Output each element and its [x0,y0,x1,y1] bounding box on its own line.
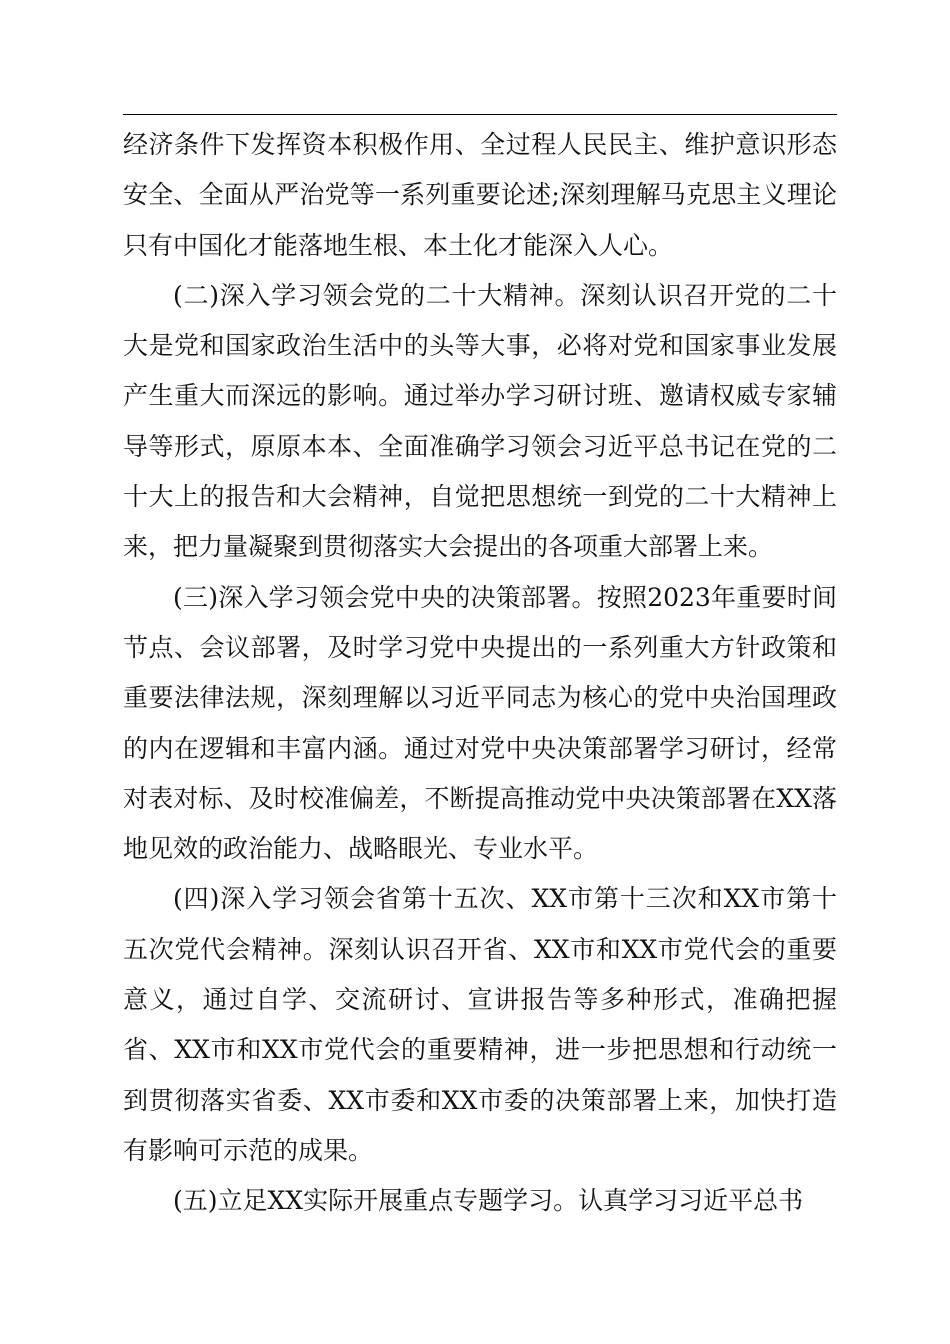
paragraph-section-4: (四)深入学习领会省第十五次、XX市第十三次和XX市第十五次党代会精神。深刻认识召开省、XX市和XX市党代会的重要意义，通过自学、交流研讨、宣讲报告等多种形式，准确把握省、XX市和XX市党代会的重要精神，进一步把思想和行动统一到贯彻落实省委、XX市委和XX市委的决策部署上来，加快打造有影响可示范的成果。 [123,884,837,1165]
header-rule [123,114,837,115]
paragraph-section-2: (二)深入学习领会党的二十大精神。深刻认识召开党的二十大是党和国家政治生活中的头等大事，必将对党和国家事业发展产生重大而深远的影响。通过举办学习研讨班、邀请权威专家辅导等形式，原原本本、全面准确学习领会习近平总书记在党的二十大上的报告和大会精神，自觉把思想统一到党的二十大精神上来，把力量凝聚到贯彻落实大会提出的各项重大部署上来。 [123,280,837,562]
paragraph-section-5: (五)立足XX实际开展重点专题学习。认真学习习近平总书 [173,1186,804,1216]
document-body [123,120,837,1227]
paragraph-section-3: (三)深入学习领会党中央的决策部署。按照2023年重要时间节点、会议部署，及时学习党中央提出的一系列重大方针政策和重要法律法规，深刻理解以习近平同志为核心的党中央治国理政的内在逻辑和丰富内涵。通过对党中央决策部署学习研讨，经常对表对标、及时校准偏差，不断提高推动党中央决策部署在XX落地见效的政治能力、战略眼光、专业水平。 [123,582,837,864]
paragraph-continuation: 经济条件下发挥资本积极作用、全过程人民民主、维护意识形态安全、全面从严治党等一系列重要论述;深刻理解马克思主义理论只有中国化才能落地生根、本土化才能深入人心。 [123,130,837,260]
